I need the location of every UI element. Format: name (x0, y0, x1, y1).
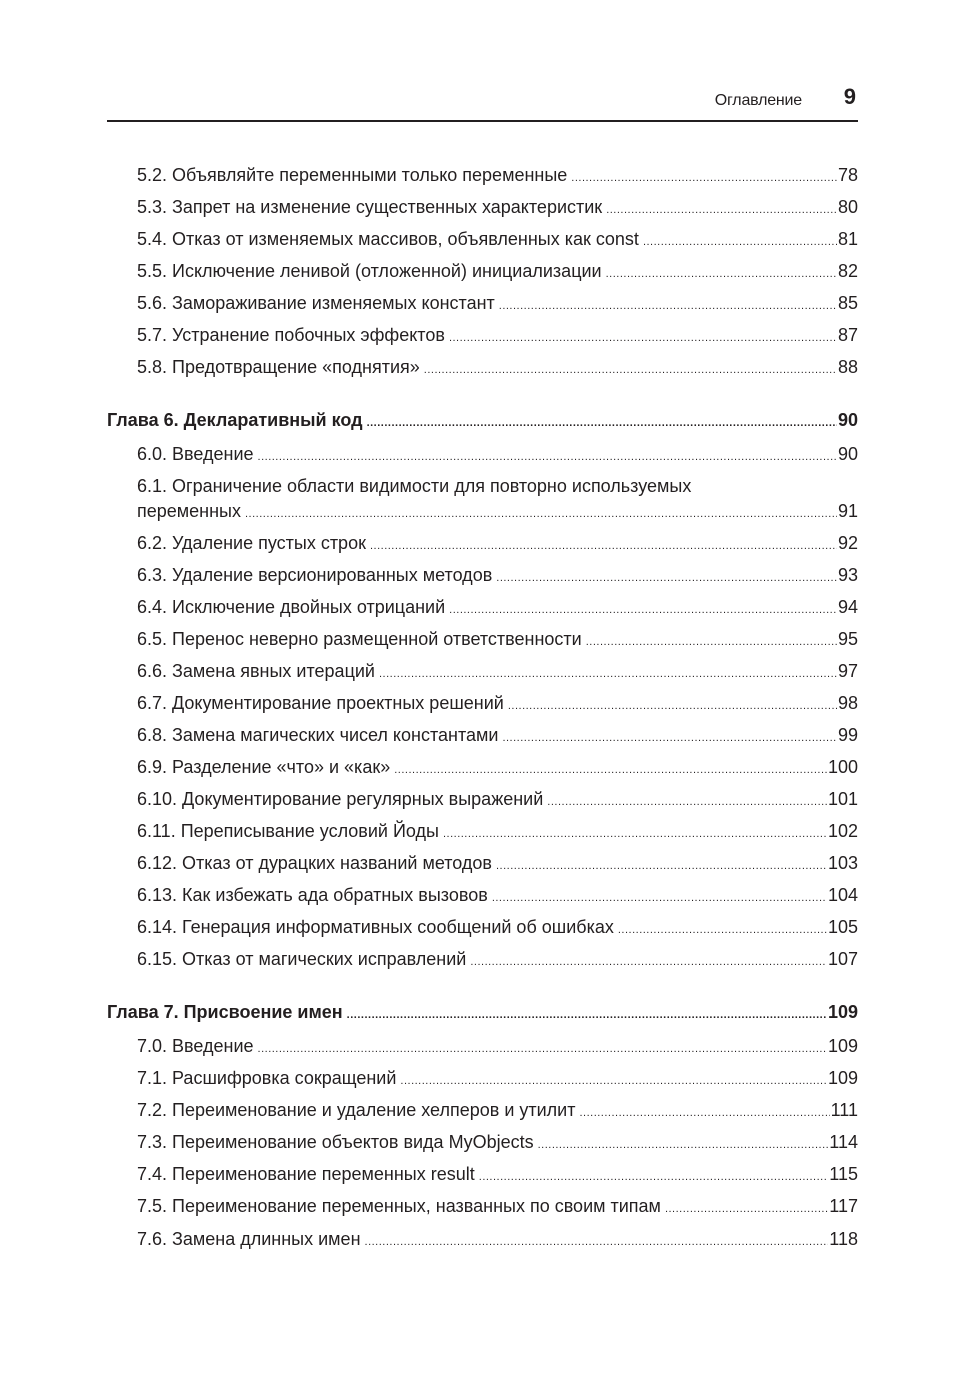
toc-entry-7-6[interactable] (137, 1228, 858, 1253)
dot-leader (394, 759, 827, 781)
toc-entry-page: 97 (837, 661, 858, 681)
dot-leader (606, 199, 837, 221)
dot-leader (502, 727, 837, 749)
dot-leader (449, 599, 837, 621)
toc-entry-label: 7.2. Переименование и удаление хелперов и утилит (137, 1100, 576, 1120)
dot-leader (443, 823, 827, 845)
toc-entry-6-5[interactable] (137, 628, 858, 653)
toc-entry-7-0[interactable] (137, 1035, 858, 1060)
toc-entry-label: 7.1. Расшифровка сокращений (137, 1068, 397, 1088)
toc-entry-6-9[interactable] (137, 756, 858, 781)
toc-entry-5-3[interactable] (137, 196, 858, 221)
toc-entry-6-0[interactable] (137, 443, 858, 468)
dot-leader (370, 535, 837, 557)
toc-entry-7-5[interactable] (137, 1195, 858, 1220)
toc-entry-6-13[interactable] (137, 884, 858, 909)
toc-entry-label: 6.4. Исключение двойных отрицаний (137, 597, 446, 617)
toc-entry-label: 5.3. Запрет на изменение существенных характеристик (137, 197, 603, 217)
dot-leader (586, 631, 837, 653)
toc-entry-label: 5.4. Отказ от изменяемых массивов, объявленных как const (137, 229, 639, 249)
toc-entry-page: 102 (827, 821, 858, 841)
toc-entry-5-4[interactable] (137, 228, 858, 253)
dot-leader (579, 1102, 829, 1124)
toc-chapter-label: Глава 7. Присвоение имен (107, 1002, 343, 1022)
toc-entry-5-2[interactable] (137, 164, 858, 189)
dot-leader (258, 1038, 827, 1060)
dot-leader (606, 263, 837, 285)
dot-leader (424, 359, 837, 381)
dot-leader (538, 1134, 829, 1156)
toc-entry-6-14[interactable] (137, 916, 858, 941)
toc-entry-label: 7.0. Введение (137, 1036, 254, 1056)
toc-entry-7-4[interactable] (137, 1163, 858, 1188)
toc-chapter-7[interactable] (107, 1001, 858, 1026)
toc-entry-page: 114 (829, 1132, 858, 1152)
toc-entry-page: 109 (827, 1036, 858, 1056)
toc-entry-6-8[interactable] (137, 724, 858, 749)
toc-entry-label: 6.2. Удаление пустых строк (137, 533, 366, 553)
toc-entry-page: 111 (830, 1100, 858, 1120)
dot-leader (367, 412, 837, 434)
toc-entry-page: 101 (827, 789, 858, 809)
dot-leader (347, 1004, 827, 1026)
toc-entry-6-15[interactable] (137, 948, 858, 973)
dot-leader (508, 695, 837, 717)
toc-entry-6-11[interactable] (137, 820, 858, 845)
toc-entry-7-2[interactable] (137, 1099, 858, 1124)
toc-entry-label: 5.8. Предотвращение «поднятия» (137, 357, 420, 377)
toc-entry-page: 80 (837, 197, 858, 217)
toc-entry-label: 6.3. Удаление версионированных методов (137, 565, 493, 585)
toc-entry-6-7[interactable] (137, 692, 858, 717)
toc-entry-label: 5.5. Исключение ленивой (отложенной) инициализации (137, 261, 602, 281)
dot-leader (449, 327, 837, 349)
toc-entry-page: 115 (829, 1164, 858, 1184)
toc-entry-page: 91 (837, 501, 858, 521)
toc-entry-5-5[interactable] (137, 260, 858, 285)
toc-entry-label: переменных (137, 501, 241, 521)
toc-entry-page: 88 (837, 357, 858, 377)
dot-leader (245, 503, 837, 525)
toc-entry-label: 6.9. Разделение «что» и «как» (137, 757, 391, 777)
toc-entry-label: 7.4. Переименование переменных result (137, 1164, 475, 1184)
toc-entry-6-10[interactable] (137, 788, 858, 813)
toc-entry-page: 90 (837, 444, 858, 464)
running-title: Оглавление (714, 92, 802, 109)
toc-chapter-6[interactable] (107, 409, 858, 434)
toc-entry-page: 107 (827, 949, 858, 969)
toc-entry-page: 93 (837, 565, 858, 585)
toc-entry-page: 99 (837, 725, 858, 745)
toc-entry-page: 81 (837, 229, 858, 249)
toc-entry-label: 6.0. Введение (137, 444, 254, 464)
dot-leader (643, 231, 837, 253)
dot-leader (665, 1198, 828, 1220)
toc-entry-page: 105 (827, 917, 858, 937)
toc-entry-label: 5.2. Объявляйте переменными только переменные (137, 165, 568, 185)
toc-chapter-label: Глава 6. Декларативный код (107, 410, 363, 430)
dot-leader (547, 791, 827, 813)
toc-entry-label: 6.11. Переписывание условий Йоды (137, 821, 439, 841)
toc-entry-label: 6.12. Отказ от дурацких названий методов (137, 853, 492, 873)
dot-leader (496, 567, 837, 589)
dot-leader (492, 887, 827, 909)
toc-entry-page: 109 (827, 1068, 858, 1088)
toc-entry-6-1-line1[interactable]: 6.1. Ограничение области видимости для повторно используемых (137, 476, 692, 496)
toc-entry-label: 6.5. Перенос неверно размещенной ответственности (137, 629, 582, 649)
dot-leader (470, 951, 827, 973)
toc-entry-page: 87 (837, 325, 858, 345)
toc-entry-label: 7.6. Замена длинных имен (137, 1229, 361, 1249)
toc-entry-6-6[interactable] (137, 660, 858, 685)
toc-entry-page: 103 (827, 853, 858, 873)
toc-entry-page: 95 (837, 629, 858, 649)
toc-entry-label: 5.6. Замораживание изменяемых констант (137, 293, 495, 313)
dot-leader (571, 167, 837, 189)
dot-leader (479, 1166, 829, 1188)
dot-leader (379, 663, 837, 685)
toc-entry-page: 104 (827, 885, 858, 905)
toc-entry-page: 117 (829, 1196, 858, 1216)
dot-leader (618, 919, 827, 941)
toc-entry-label: 6.10. Документирование регулярных выражений (137, 789, 544, 809)
toc-entry-page: 92 (837, 533, 858, 553)
toc-entry-page: 82 (837, 261, 858, 281)
dot-leader (400, 1070, 827, 1092)
toc-entry-page: 118 (829, 1229, 858, 1249)
toc-entry-label: 6.13. Как избежать ада обратных вызовов (137, 885, 488, 905)
toc-entry-6-1[interactable] (137, 500, 858, 525)
toc-entry-page: 85 (837, 293, 858, 313)
dot-leader (258, 446, 837, 468)
toc-entry-5-8[interactable] (137, 356, 858, 381)
page-number: 9 (843, 84, 856, 109)
toc-entry-label: 6.8. Замена магических чисел константами (137, 725, 499, 745)
toc-entry-7-3[interactable] (137, 1131, 858, 1156)
toc-entry-label: 6.7. Документирование проектных решений (137, 693, 504, 713)
toc-entry-page: 98 (837, 693, 858, 713)
toc-entry-label: 7.3. Переименование объектов вида MyObjects (137, 1132, 534, 1152)
toc-entry-page: 100 (827, 757, 858, 777)
dot-leader (496, 855, 827, 877)
toc-entry-label: 6.15. Отказ от магических исправлений (137, 949, 467, 969)
toc-entry-page: 94 (837, 597, 858, 617)
toc-entry-label: 6.6. Замена явных итераций (137, 661, 375, 681)
toc-entry-6-4[interactable] (137, 596, 858, 621)
toc-entry-label: 5.7. Устранение побочных эффектов (137, 325, 445, 345)
toc-chapter-page: 90 (837, 410, 858, 430)
toc-entry-page: 78 (837, 165, 858, 185)
toc-chapter-page: 109 (827, 1002, 858, 1022)
toc-entry-6-3[interactable] (137, 564, 858, 589)
toc-entry-label: 7.5. Переименование переменных, названных по своим типам (137, 1196, 661, 1216)
toc-entry-7-1[interactable] (137, 1067, 858, 1092)
toc-entry-label: 6.14. Генерация информативных сообщений об ошибках (137, 917, 614, 937)
dot-leader (499, 295, 837, 317)
dot-leader (365, 1231, 829, 1253)
toc-entry-6-2[interactable] (137, 532, 858, 557)
toc-entry-5-6[interactable] (137, 292, 858, 317)
toc-entry-6-12[interactable] (137, 852, 858, 877)
toc-entry-5-7[interactable] (137, 324, 858, 349)
